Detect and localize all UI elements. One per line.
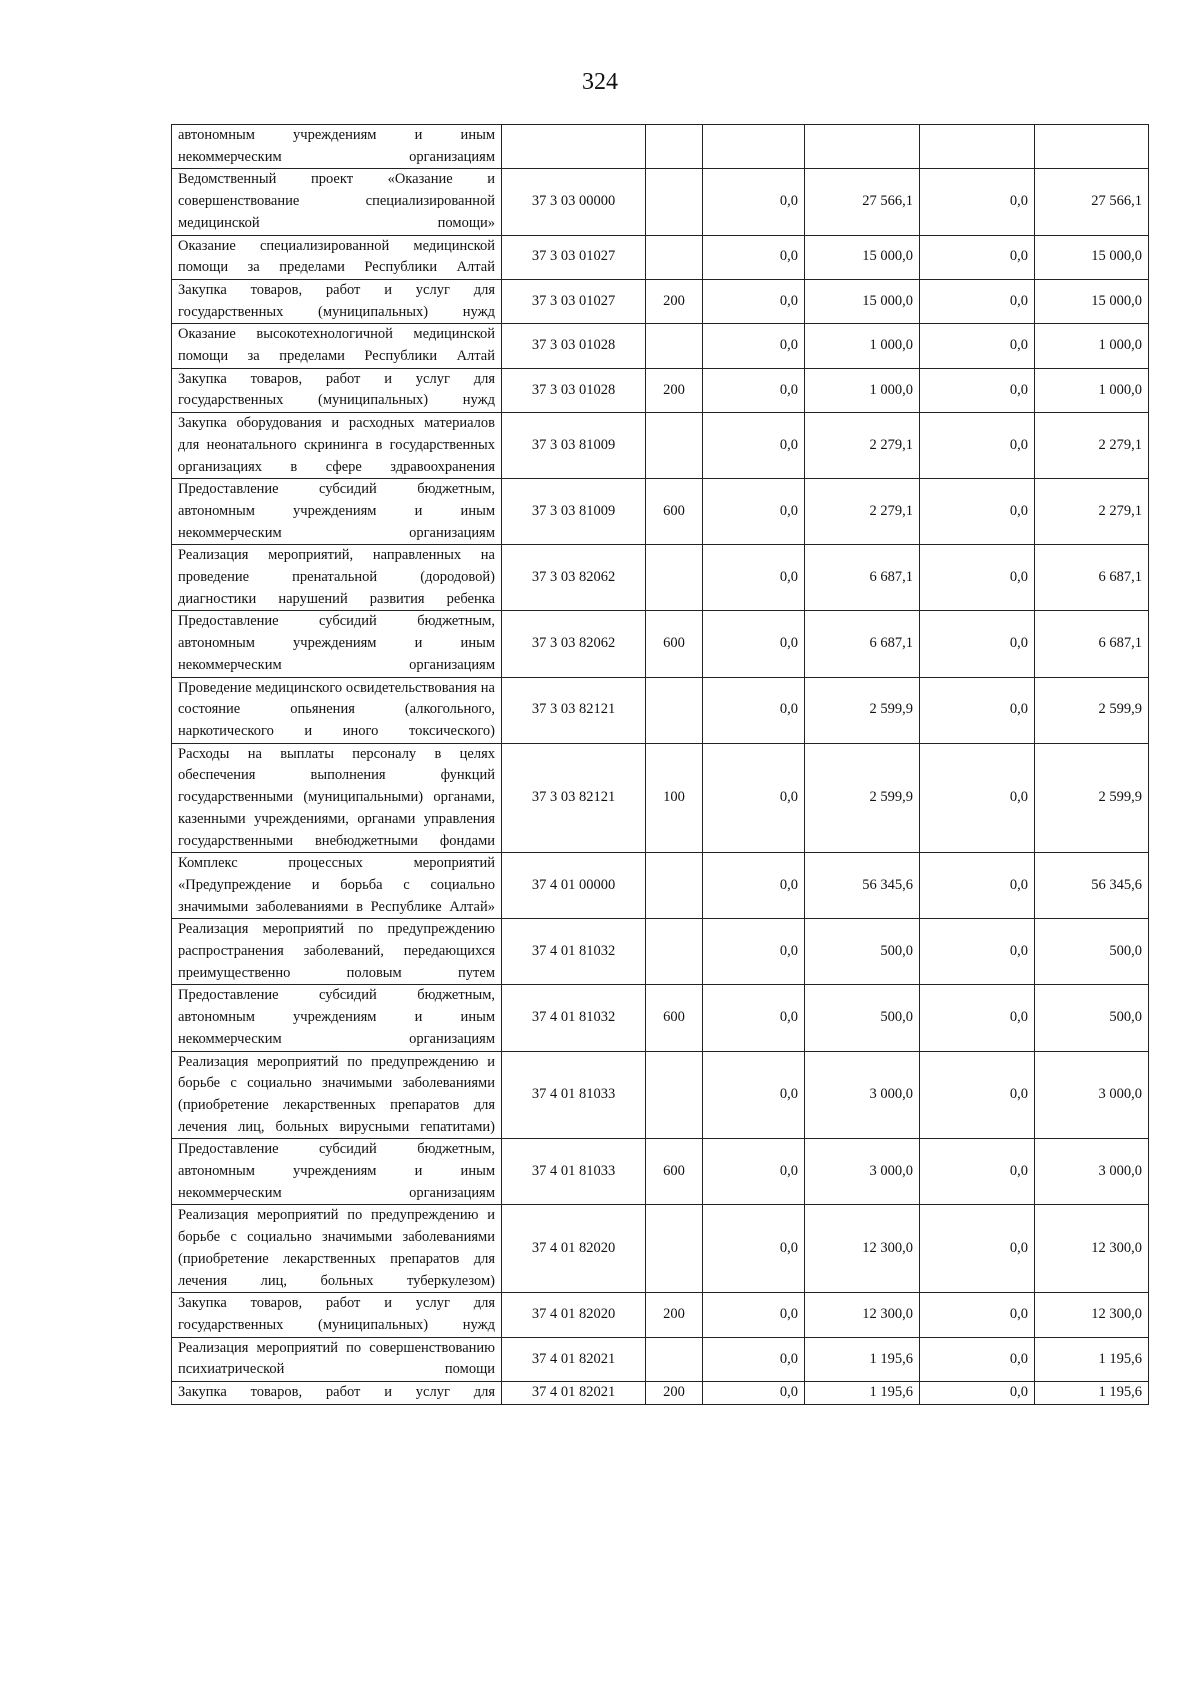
amount-cell-2: 2 279,1 xyxy=(805,413,920,479)
budget-table xyxy=(171,124,1149,1405)
expense-type-code-cell xyxy=(646,545,703,611)
table-row xyxy=(172,985,1149,1051)
amount-cell-3: 0,0 xyxy=(920,985,1035,1051)
target-article-code-cell: 37 4 01 81032 xyxy=(502,919,646,985)
amount-cell-2: 1 000,0 xyxy=(805,368,920,412)
amount-cell-1: 0,0 xyxy=(703,853,805,919)
expense-name-cell: Предоставление субсидий бюджетным, автономным учреждениям и иным некоммерческим организациям xyxy=(172,1139,502,1205)
expense-type-code-cell xyxy=(646,677,703,743)
target-article-code-cell: 37 4 01 82020 xyxy=(502,1293,646,1337)
expense-type-code-cell: 200 xyxy=(646,368,703,412)
expense-type-code-cell: 200 xyxy=(646,279,703,323)
amount-cell-3: 0,0 xyxy=(920,479,1035,545)
amount-cell-3: 0,0 xyxy=(920,919,1035,985)
table-row xyxy=(172,677,1149,743)
amount-cell-4: 2 599,9 xyxy=(1035,743,1149,853)
amount-cell-1: 0,0 xyxy=(703,279,805,323)
amount-cell-2: 6 687,1 xyxy=(805,545,920,611)
amount-cell-2: 56 345,6 xyxy=(805,853,920,919)
expense-name-cell: Оказание высокотехнологичной медицинской помощи за пределами Республики Алтай xyxy=(172,324,502,368)
amount-cell-2: 1 000,0 xyxy=(805,324,920,368)
target-article-code-cell: 37 4 01 81032 xyxy=(502,985,646,1051)
amount-cell-1 xyxy=(703,125,805,169)
amount-cell-1: 0,0 xyxy=(703,413,805,479)
amount-cell-4: 1 195,6 xyxy=(1035,1337,1149,1381)
expense-type-code-cell xyxy=(646,1051,703,1139)
amount-cell-3: 0,0 xyxy=(920,1293,1035,1337)
amount-cell-2: 500,0 xyxy=(805,919,920,985)
expense-type-code-cell xyxy=(646,324,703,368)
amount-cell-4: 27 566,1 xyxy=(1035,169,1149,235)
amount-cell-2 xyxy=(805,125,920,169)
expense-name-cell: автономным учреждениям и иным некоммерческим организациям xyxy=(172,125,502,169)
target-article-code-cell: 37 3 03 01028 xyxy=(502,368,646,412)
target-article-code-cell: 37 3 03 01027 xyxy=(502,279,646,323)
expense-type-code-cell: 600 xyxy=(646,1139,703,1205)
amount-cell-2: 2 599,9 xyxy=(805,743,920,853)
amount-cell-1: 0,0 xyxy=(703,919,805,985)
amount-cell-4: 6 687,1 xyxy=(1035,611,1149,677)
expense-type-code-cell xyxy=(646,853,703,919)
amount-cell-2: 1 195,6 xyxy=(805,1337,920,1381)
amount-cell-4: 12 300,0 xyxy=(1035,1293,1149,1337)
amount-cell-4: 6 687,1 xyxy=(1035,545,1149,611)
target-article-code-cell: 37 3 03 81009 xyxy=(502,479,646,545)
page-number: 324 xyxy=(582,69,618,95)
amount-cell-3: 0,0 xyxy=(920,235,1035,279)
target-article-code-cell: 37 3 03 00000 xyxy=(502,169,646,235)
amount-cell-1: 0,0 xyxy=(703,1051,805,1139)
expense-type-code-cell xyxy=(646,1205,703,1293)
expense-name-cell: Оказание специализированной медицинской помощи за пределами Республики Алтай xyxy=(172,235,502,279)
amount-cell-3: 0,0 xyxy=(920,1382,1035,1405)
amount-cell-1: 0,0 xyxy=(703,1337,805,1381)
amount-cell-4: 1 000,0 xyxy=(1035,324,1149,368)
target-article-code-cell: 37 3 03 01027 xyxy=(502,235,646,279)
expense-name-cell: Предоставление субсидий бюджетным, автономным учреждениям и иным некоммерческим организациям xyxy=(172,611,502,677)
target-article-code-cell: 37 3 03 82121 xyxy=(502,677,646,743)
amount-cell-1: 0,0 xyxy=(703,479,805,545)
table-row xyxy=(172,125,1149,169)
amount-cell-2: 3 000,0 xyxy=(805,1139,920,1205)
table-row xyxy=(172,235,1149,279)
table-row xyxy=(172,368,1149,412)
expense-type-code-cell xyxy=(646,1337,703,1381)
amount-cell-3: 0,0 xyxy=(920,1205,1035,1293)
amount-cell-2: 2 599,9 xyxy=(805,677,920,743)
amount-cell-3: 0,0 xyxy=(920,545,1035,611)
table-row xyxy=(172,1293,1149,1337)
target-article-code-cell: 37 4 01 81033 xyxy=(502,1139,646,1205)
table-row xyxy=(172,1382,1149,1405)
amount-cell-3: 0,0 xyxy=(920,853,1035,919)
amount-cell-4: 500,0 xyxy=(1035,985,1149,1051)
amount-cell-4: 3 000,0 xyxy=(1035,1139,1149,1205)
table-row xyxy=(172,279,1149,323)
table-row xyxy=(172,169,1149,235)
expense-name-cell: Реализация мероприятий по предупреждению и борьбе с социально значимыми заболеваниями (приобретение лекарственных препаратов для лечения лиц, больных вирусными гепатитами) xyxy=(172,1051,502,1139)
amount-cell-3: 0,0 xyxy=(920,169,1035,235)
table-row xyxy=(172,919,1149,985)
amount-cell-1: 0,0 xyxy=(703,985,805,1051)
target-article-code-cell: 37 4 01 81033 xyxy=(502,1051,646,1139)
amount-cell-1: 0,0 xyxy=(703,1139,805,1205)
expense-name-cell: Комплекс процессных мероприятий «Предупреждение и борьба с социально значимыми заболеваниями в Республике Алтай» xyxy=(172,853,502,919)
amount-cell-3: 0,0 xyxy=(920,677,1035,743)
target-article-code-cell: 37 3 03 82062 xyxy=(502,545,646,611)
amount-cell-2: 1 195,6 xyxy=(805,1382,920,1405)
amount-cell-4: 3 000,0 xyxy=(1035,1051,1149,1139)
amount-cell-1: 0,0 xyxy=(703,169,805,235)
expense-type-code-cell: 200 xyxy=(646,1382,703,1405)
amount-cell-2: 6 687,1 xyxy=(805,611,920,677)
expense-name-cell: Закупка товаров, работ и услуг для xyxy=(172,1382,502,1405)
expense-name-cell: Закупка товаров, работ и услуг для государственных (муниципальных) нужд xyxy=(172,1293,502,1337)
amount-cell-3: 0,0 xyxy=(920,413,1035,479)
target-article-code-cell: 37 4 01 00000 xyxy=(502,853,646,919)
expense-type-code-cell xyxy=(646,169,703,235)
expense-type-code-cell: 100 xyxy=(646,743,703,853)
expense-name-cell: Реализация мероприятий по предупреждению распространения заболеваний, передающихся преимущественно половым путем xyxy=(172,919,502,985)
table-row xyxy=(172,1139,1149,1205)
target-article-code-cell: 37 4 01 82021 xyxy=(502,1337,646,1381)
amount-cell-4: 15 000,0 xyxy=(1035,235,1149,279)
table-row xyxy=(172,853,1149,919)
target-article-code-cell: 37 4 01 82021 xyxy=(502,1382,646,1405)
expense-name-cell: Реализация мероприятий по совершенствованию психиатрической помощи xyxy=(172,1337,502,1381)
amount-cell-2: 2 279,1 xyxy=(805,479,920,545)
table-row xyxy=(172,1205,1149,1293)
expense-name-cell: Предоставление субсидий бюджетным, автономным учреждениям и иным некоммерческим организациям xyxy=(172,985,502,1051)
amount-cell-4: 2 599,9 xyxy=(1035,677,1149,743)
amount-cell-3: 0,0 xyxy=(920,324,1035,368)
expense-type-code-cell xyxy=(646,919,703,985)
amount-cell-3: 0,0 xyxy=(920,1051,1035,1139)
expense-type-code-cell: 200 xyxy=(646,1293,703,1337)
amount-cell-4: 56 345,6 xyxy=(1035,853,1149,919)
expense-type-code-cell xyxy=(646,413,703,479)
expense-name-cell: Реализация мероприятий по предупреждению и борьбе с социально значимыми заболеваниями (приобретение лекарственных препаратов для лечения лиц, больных туберкулезом) xyxy=(172,1205,502,1293)
amount-cell-1: 0,0 xyxy=(703,235,805,279)
expense-name-cell: Закупка товаров, работ и услуг для государственных (муниципальных) нужд xyxy=(172,279,502,323)
budget-table-body xyxy=(172,125,1149,1405)
expense-name-cell: Проведение медицинского освидетельствования на состояние опьянения (алкогольного, наркотического и иного токсического) xyxy=(172,677,502,743)
table-row xyxy=(172,545,1149,611)
table-row xyxy=(172,413,1149,479)
amount-cell-3 xyxy=(920,125,1035,169)
amount-cell-4: 500,0 xyxy=(1035,919,1149,985)
target-article-code-cell xyxy=(502,125,646,169)
amount-cell-2: 3 000,0 xyxy=(805,1051,920,1139)
target-article-code-cell: 37 3 03 82062 xyxy=(502,611,646,677)
target-article-code-cell: 37 3 03 81009 xyxy=(502,413,646,479)
amount-cell-1: 0,0 xyxy=(703,677,805,743)
amount-cell-3: 0,0 xyxy=(920,743,1035,853)
amount-cell-1: 0,0 xyxy=(703,743,805,853)
amount-cell-4: 2 279,1 xyxy=(1035,479,1149,545)
table-row xyxy=(172,1051,1149,1139)
expense-type-code-cell: 600 xyxy=(646,611,703,677)
amount-cell-4: 1 195,6 xyxy=(1035,1382,1149,1405)
target-article-code-cell: 37 3 03 01028 xyxy=(502,324,646,368)
table-row xyxy=(172,479,1149,545)
amount-cell-1: 0,0 xyxy=(703,1205,805,1293)
amount-cell-3: 0,0 xyxy=(920,279,1035,323)
amount-cell-2: 27 566,1 xyxy=(805,169,920,235)
amount-cell-3: 0,0 xyxy=(920,368,1035,412)
amount-cell-2: 15 000,0 xyxy=(805,279,920,323)
amount-cell-3: 0,0 xyxy=(920,1139,1035,1205)
amount-cell-4 xyxy=(1035,125,1149,169)
expense-type-code-cell: 600 xyxy=(646,479,703,545)
amount-cell-4: 2 279,1 xyxy=(1035,413,1149,479)
amount-cell-4: 12 300,0 xyxy=(1035,1205,1149,1293)
amount-cell-2: 15 000,0 xyxy=(805,235,920,279)
table-row xyxy=(172,611,1149,677)
amount-cell-2: 500,0 xyxy=(805,985,920,1051)
table-row xyxy=(172,1337,1149,1381)
expense-name-cell: Закупка товаров, работ и услуг для государственных (муниципальных) нужд xyxy=(172,368,502,412)
amount-cell-4: 15 000,0 xyxy=(1035,279,1149,323)
amount-cell-2: 12 300,0 xyxy=(805,1293,920,1337)
target-article-code-cell: 37 4 01 82020 xyxy=(502,1205,646,1293)
amount-cell-3: 0,0 xyxy=(920,1337,1035,1381)
table-row xyxy=(172,324,1149,368)
amount-cell-1: 0,0 xyxy=(703,324,805,368)
amount-cell-2: 12 300,0 xyxy=(805,1205,920,1293)
expense-type-code-cell: 600 xyxy=(646,985,703,1051)
expense-name-cell: Закупка оборудования и расходных материалов для неонатального скрининга в государственных организациях в сфере здравоохранения xyxy=(172,413,502,479)
target-article-code-cell: 37 3 03 82121 xyxy=(502,743,646,853)
amount-cell-3: 0,0 xyxy=(920,611,1035,677)
expense-type-code-cell xyxy=(646,125,703,169)
amount-cell-1: 0,0 xyxy=(703,545,805,611)
expense-name-cell: Предоставление субсидий бюджетным, автономным учреждениям и иным некоммерческим организациям xyxy=(172,479,502,545)
expense-name-cell: Ведомственный проект «Оказание и совершенствование специализированной медицинской помощи» xyxy=(172,169,502,235)
amount-cell-1: 0,0 xyxy=(703,368,805,412)
expense-type-code-cell xyxy=(646,235,703,279)
amount-cell-1: 0,0 xyxy=(703,1382,805,1405)
amount-cell-4: 1 000,0 xyxy=(1035,368,1149,412)
table-row xyxy=(172,743,1149,853)
amount-cell-1: 0,0 xyxy=(703,611,805,677)
expense-name-cell: Реализация мероприятий, направленных на проведение пренатальной (дородовой) диагностики нарушений развития ребенка xyxy=(172,545,502,611)
expense-name-cell: Расходы на выплаты персоналу в целях обеспечения выполнения функций государственными (муниципальными) органами, казенными учреждениями, органами управления государственными внебюджетными фондами xyxy=(172,743,502,853)
amount-cell-1: 0,0 xyxy=(703,1293,805,1337)
